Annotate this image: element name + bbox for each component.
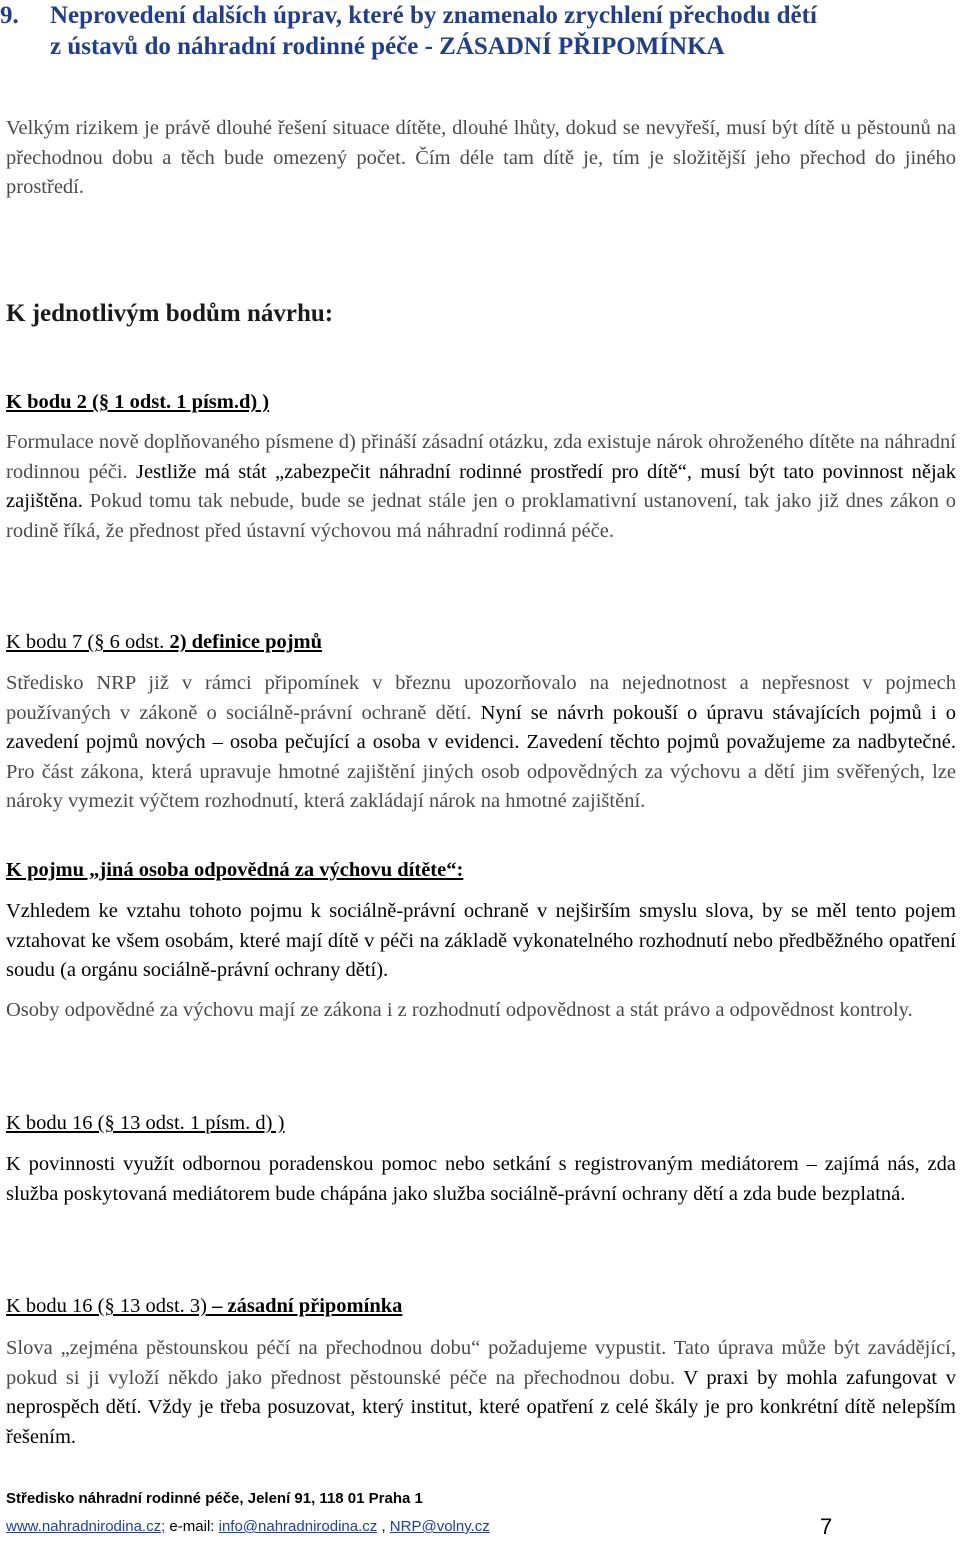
heading-line-2: z ústavů do náhradní rodinné péče - ZÁSADNÍ PŘIPOMÍNKA — [50, 33, 725, 60]
heading-number: 9. — [0, 2, 19, 29]
text-span: Pro část zákona, která upravuje hmotné zajištění jiných osob odpovědných za výchovu a dětí jim svěřených, lze nároky vymezit výčtem rozhodnutí, která zakládají nárok na hmotné zajištění. — [6, 760, 956, 812]
text-span: Středisko NRP již v rámci připomínek v březnu upozorňovalo na nejednotnost a nepřesnost v pojmech používaných v zákoně o sociálně-právní ochraně dětí. — [6, 672, 956, 724]
points-title: K jednotlivým bodům návrhu: — [6, 300, 334, 327]
text-span: V praxi by mohla zafungovat v neprospěch dětí. Vždy je třeba posuzovat, který institut, které opatření z celé škály je pro konkrétní dítě nelepším řešením. — [6, 1366, 956, 1448]
section-text-bod-16a: K povinnosti využít odbornou poradenskou pomoc nebo setkání s registrovaným mediátorem – zajímá nás, zda služba poskytovaná mediátorem bude chápána jako služba sociálně-právní ochrany dětí a zda bude bezplatná. — [6, 1153, 956, 1205]
section-heading — [0, 0, 955, 62]
intro-paragraph: Velkým rizikem je právě dlouhé řešení situace dítěte, dlouhé lhůty, dokud se nevyřeší, musí být dítě u pěstounů na přechodnou dobu a těch bude omezený počet. Čím déle tam dítě je, tím je složitější jeho přechod do jiného prostředí. — [6, 117, 956, 198]
section-title-bod-16b — [6, 1294, 402, 1318]
text-span: Nyní se návrh pokouší o úpravu stávajících pojmů i o zavedení pojmů nových – osoba pečující a osoba v evidenci. Zavedení těchto pojmů považujeme za nadbytečné. — [6, 701, 957, 753]
email-link-nrp[interactable]: NRP@volny.cz — [389, 1518, 490, 1535]
title-part: – zásadní připomínka — [207, 1295, 403, 1317]
section-text-bod-16b — [6, 1334, 956, 1452]
text-span: Pokud tomu tak nebude, bude se jednat stále jen o proklamativní ustanovení, tak jako již dnes zákon o rodině říká, že přednost před ústavní výchovou má náhradní rodinná péče. — [6, 490, 956, 542]
footer-organization: Středisko náhradní rodinné péče, Jelení 91, 118 01 Praha 1 — [6, 1490, 423, 1507]
title-part: K bodu 16 (§ 13 odst. 3) — [6, 1295, 208, 1317]
text-span: Slova „zejména pěstounskou péčí na přechodnou dobu“ požadujeme vypustit. Tato úprava může být zavádějící, pokud si ji vyloží někdo jako přednost pěstounské péče na přechodnou dobu. — [6, 1337, 956, 1389]
heading-line-1: Neprovedení dalších úprav, které by znamenalo zrychlení přechodu dětí — [50, 2, 817, 29]
page-number: 7 — [820, 1514, 833, 1539]
footer-contacts — [6, 1518, 490, 1535]
section-title-bod-2: K bodu 2 (§ 1 odst. 1 písm.d) ) — [6, 391, 270, 413]
section-title-pojem: K pojmu „jiná osoba odpovědná za výchovu dítěte“: — [6, 859, 464, 881]
title-part: K bodu 7 (§ 6 odst. — [6, 631, 165, 653]
text-span: Jestliže má stát „zabezpečit náhradní rodinné prostředí pro dítě“, musí být tato povinnost nějak zajištěna. — [6, 460, 956, 512]
section-title-bod-7 — [6, 630, 322, 654]
website-link[interactable]: www.nahradnirodina.cz; — [6, 1518, 166, 1535]
section-title-bod-16a: K bodu 16 (§ 13 odst. 1 písm. d) ) — [6, 1112, 285, 1134]
email-label: e-mail: — [165, 1518, 219, 1535]
title-part: 2) definice pojmů — [164, 631, 323, 653]
section-text-bod-2 — [6, 428, 956, 546]
section-text-pojem: Vzhledem ke vztahu tohoto pojmu k sociálně-právní ochraně v nejširším smyslu slova, by se měl tento pojem vztahovat ke všem osobám, které mají dítě v péči na základě vykonatelného rozhodnutí nebo předběžného opatření soudu (a orgánu sociálně-právní ochrany dětí). — [6, 900, 956, 981]
section-text-bod-7 — [6, 669, 956, 817]
text-span: Formulace nově doplňovaného písmene d) přináší zásadní otázku, zda existuje nárok ohroženého dítěte na náhradní rodinnou péči. — [6, 431, 956, 483]
email-separator: , — [377, 1518, 390, 1535]
email-link-info[interactable]: info@nahradnirodina.cz — [218, 1518, 378, 1535]
section-text-pojem-2: Osoby odpovědné za výchovu mají ze zákona i z rozhodnutí odpovědnost a stát právo a odpovědnost kontroly. — [6, 999, 913, 1021]
